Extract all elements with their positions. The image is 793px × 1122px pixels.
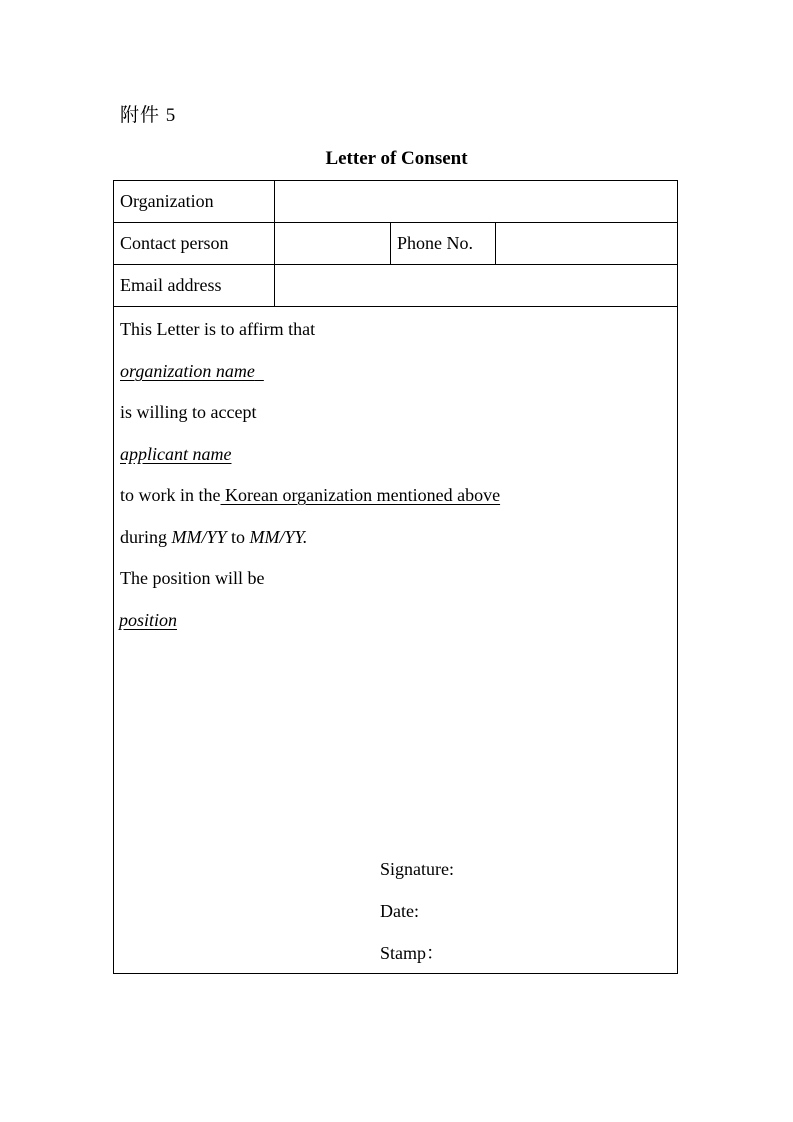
stamp-label: Stamp：: [380, 943, 445, 963]
letter-body: [114, 307, 677, 973]
organization-row: [114, 181, 677, 223]
contact-person-label: Contact person: [120, 233, 229, 253]
letter-line-position: The position will be: [120, 568, 265, 588]
signature-label: Signature:: [380, 859, 454, 879]
during-prefix: during: [120, 527, 172, 547]
document-title: Letter of Consent: [325, 148, 468, 169]
contact-row: [114, 223, 677, 265]
email-row: [114, 265, 677, 307]
organization-name-line: [120, 359, 264, 383]
organization-name-placeholder[interactable]: organization name: [120, 361, 255, 381]
email-field[interactable]: [274, 265, 677, 306]
date-from-placeholder[interactable]: MM/YY: [171, 527, 227, 547]
organization-label: Organization: [120, 191, 214, 211]
applicant-name-placeholder[interactable]: applicant name: [120, 444, 232, 464]
date-label: Date:: [380, 901, 419, 921]
email-label: Email address: [120, 275, 222, 295]
phone-label: Phone No.: [390, 223, 495, 264]
position-line: [119, 608, 177, 632]
work-prefix: to work in the: [120, 485, 221, 505]
applicant-name-line: [120, 442, 231, 466]
organization-field[interactable]: [274, 181, 677, 222]
letter-line-work: [120, 483, 500, 507]
phone-field[interactable]: [495, 223, 677, 264]
korean-organization-text: Korean organization mentioned above: [220, 485, 501, 505]
attachment-label: 附件 5: [120, 105, 177, 126]
to-text: to: [226, 527, 250, 547]
letter-line-willing: is willing to accept: [120, 402, 257, 422]
letter-line-during: [120, 525, 307, 549]
contact-person-field[interactable]: [274, 223, 390, 264]
letter-line-affirm: This Letter is to affirm that: [120, 319, 316, 339]
date-to-placeholder[interactable]: MM/YY.: [249, 527, 308, 547]
consent-form: [113, 180, 678, 974]
position-placeholder[interactable]: position: [119, 610, 178, 630]
